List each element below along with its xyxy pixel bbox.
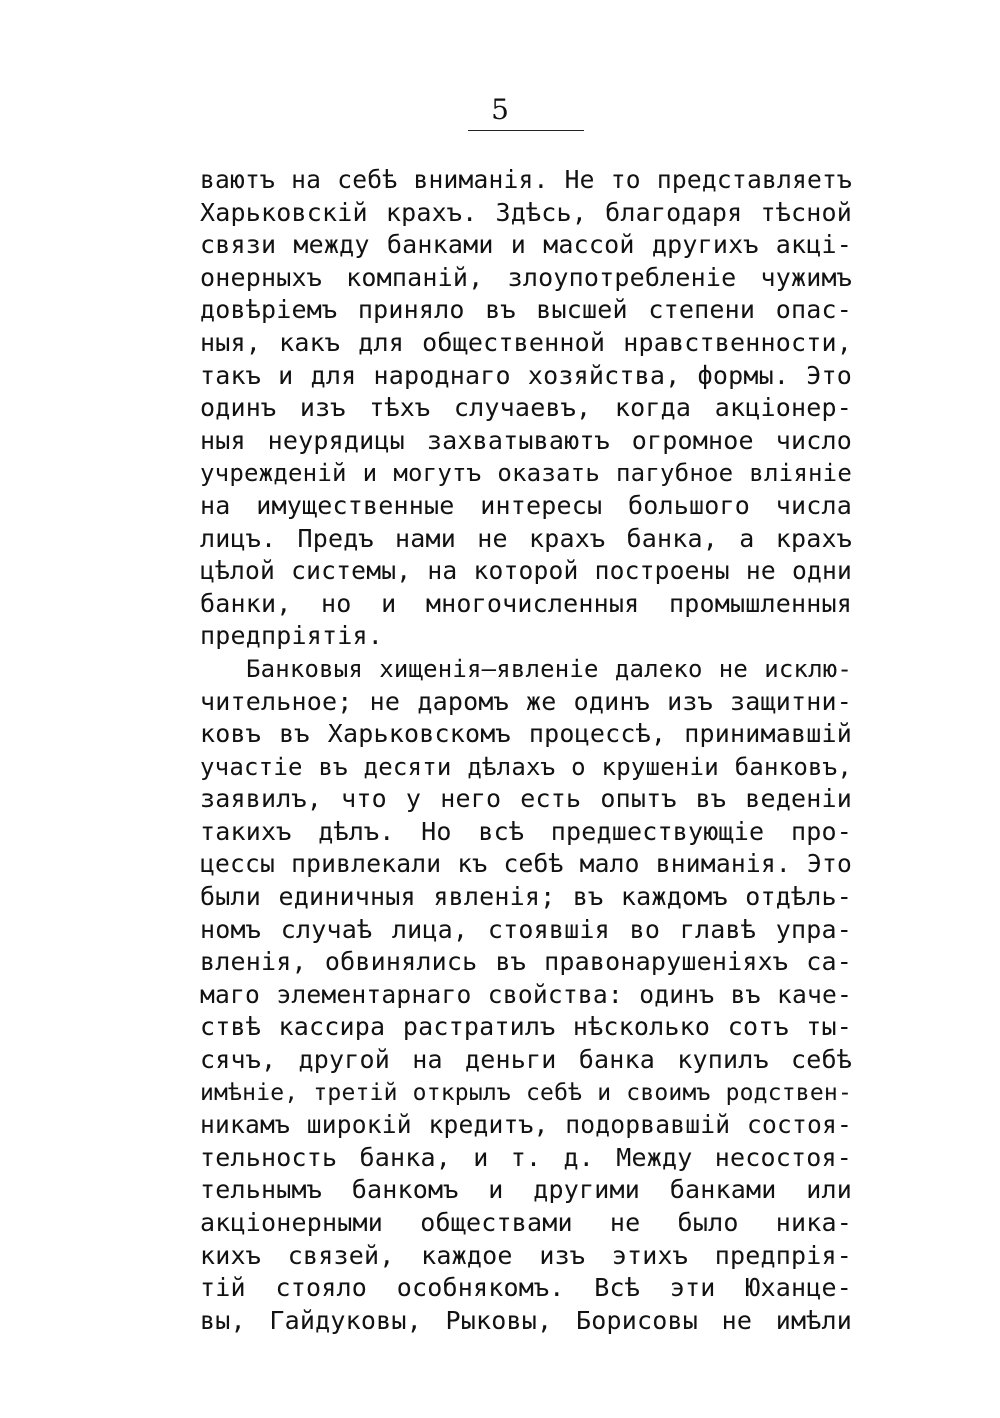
- text-line: ствѣ кассира растратилъ нѣсколько сотъ ты-: [200, 1012, 852, 1042]
- text-line: связи между банками и массой другихъ акці-: [200, 230, 852, 260]
- text-line: учрежденій и могутъ оказать пагубное вліяніе: [200, 459, 852, 488]
- text-line: такъ и для народнаго хозяйства, формы. Это: [200, 360, 852, 390]
- text-line: никамъ широкій кредитъ, подорвавшій состоя-: [200, 1110, 852, 1140]
- text-line: вы, Гайдуковы, Рыковы, Борисовы не имѣли: [200, 1305, 852, 1335]
- body-text: [200, 164, 852, 1337]
- text-line: банки, но и многочисленныя промышленныя: [200, 588, 852, 618]
- text-line: Харьковскій крахъ. Здѣсь, благодаря тѣсной: [200, 197, 852, 227]
- text-line: заявилъ, что у него есть опытъ въ веденіи: [200, 784, 852, 814]
- text-line: цессы привлекали къ себѣ мало вниманія. Это: [200, 849, 852, 879]
- text-line: ныя неурядицы захватываютъ огромное число: [200, 425, 852, 455]
- text-line: тій стояло особнякомъ. Всѣ эти Юханце-: [200, 1273, 852, 1303]
- text-line: лицъ. Предъ нами не крахъ банка, а крахъ: [200, 523, 852, 553]
- text-line: чительное; не даромъ же одинъ изъ защитни-: [200, 686, 852, 716]
- paragraph-start-line: Банковыя хищенія—явленіе далеко не исклю-: [246, 654, 852, 683]
- page-number: 5: [491, 93, 509, 126]
- text-line: тельнымъ банкомъ и другими банками или: [200, 1175, 852, 1205]
- text-line: кихъ связей, каждое изъ этихъ предпрія-: [200, 1240, 852, 1270]
- text-line: онерныхъ компаній, злоупотребленіе чужимъ: [200, 262, 852, 292]
- text-line: акціонерными обществами не было никa-: [200, 1208, 852, 1237]
- text-line: сячъ, другой на деньги банка купилъ себѣ: [200, 1045, 852, 1075]
- text-line: довѣріемъ приняло въ высшей степени опас-: [200, 295, 852, 325]
- text-line: тельность банка, и т. д. Между несостоя-: [200, 1142, 852, 1172]
- text-line: маго элементарнаго свойства: одинъ въ каче-: [200, 979, 852, 1009]
- text-line: ныя, какъ для общественной нравственности,: [200, 327, 852, 357]
- paragraph-end-line: предпріятія.: [200, 621, 384, 651]
- text-line: одинъ изъ тѣхъ случаевъ, когда акціонер-: [200, 393, 852, 423]
- text-line: имѣніе, третій открылъ себѣ и своимъ родствен-: [200, 1079, 852, 1106]
- text-line: ковъ въ Харьковскомъ процессѣ, принимавшій: [200, 719, 852, 749]
- text-line: ваютъ на себѣ вниманія. Не то представляетъ: [200, 165, 852, 194]
- text-line: на имущественные интересы большого числа: [200, 490, 852, 520]
- text-line: такихъ дѣлъ. Но всѣ предшествующіе про-: [200, 816, 852, 846]
- text-line: цѣлой системы, на которой построены не одни: [200, 556, 852, 586]
- text-line: были единичныя явленія; въ каждомъ отдѣль-: [200, 882, 852, 912]
- header-rule: [468, 130, 584, 131]
- text-line: номъ случаѣ лица, стоявшія во главѣ упра-: [200, 914, 852, 944]
- text-line: вленія, обвинялись въ правонарушеніяхъ са-: [200, 947, 852, 977]
- text-line: участіе въ десяти дѣлахъ о крушеніи банковъ,: [200, 752, 852, 781]
